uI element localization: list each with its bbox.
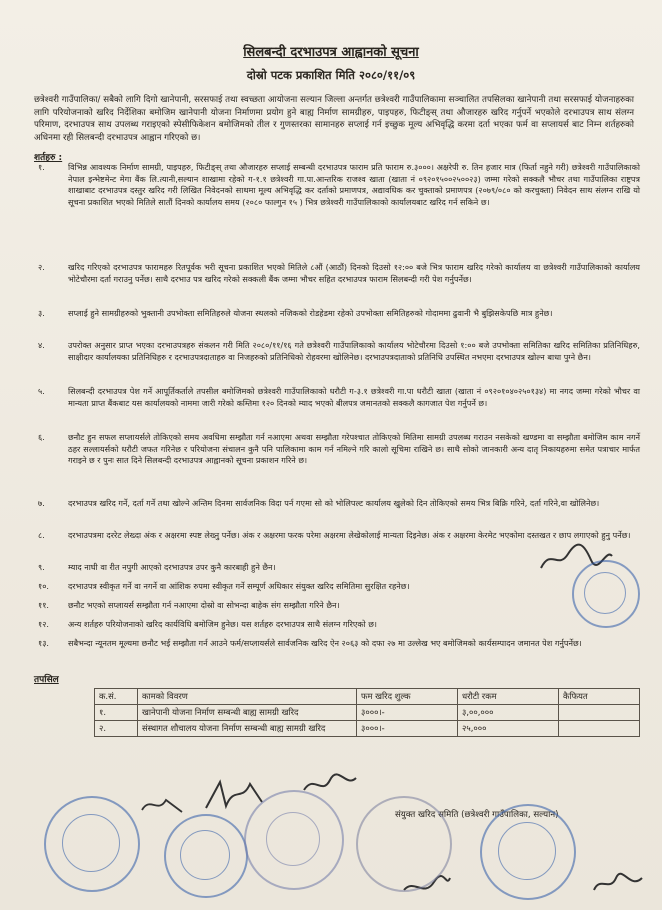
condition-text: सबैभन्दा न्यूनतम मूल्यमा छनौट भई सम्झौता गर्न आउने फर्म/सप्लायर्सले सार्वजनिक खरिद ऐन २०६३ को दफा २७ मा उल्लेख भए बमोजिमको कार्यसम्पादन जमानत पेश गर्नुपर्नेछ। — [68, 638, 582, 648]
condition-item — [34, 162, 640, 209]
condition-item — [34, 262, 640, 285]
official-stamp-icon — [498, 822, 556, 880]
condition-item — [34, 308, 640, 320]
condition-number: ५. — [38, 386, 45, 396]
signature-scribble-icon — [138, 792, 188, 820]
condition-text: दरभाउपत्रमा दररेट लेख्दा अंक र अक्षरमा स्पष्ट लेख्नु पर्नेछ। अंक र अक्षरमा फरक परेमा अक्षरमा लेखेकोलाई मान्यता दिइनेछ। अंक र अक्षरमा केरमेट भएकोमा दस्तखत र छाप लगाएको हुनु पर्नेछ। — [68, 530, 631, 540]
condition-text: छनौट हुन सफल सप्लायर्सले तोकिएको समय अवधिमा सम्झौता गर्न नआएमा अथवा सम्झौता गरेपश्चात तोकिएको मितिमा सामग्री उपलब्ध गराउन नसकेको खण्डमा वा सम्झौता बमोजिम काम नगर्ने ठहर सल्लायर्सको धरौटी जफत गरिनेछ र परियोजना संचालन कुनै पनि पालिकामा काम गर्न नमिल्ने गरि कालो सूचिमा राखिने छ। साथै सोको जानकारी अन्य दातृ निकायहरुमा समेत पत्राचार मार्फत गराइने छ र पुनः सात दिने सिलबन्दी दरभाउपत्र आह्वानको सूचना प्रकाशन गरिने छ। — [68, 432, 640, 466]
condition-number: १०. — [38, 581, 49, 591]
condition-text: दरभाउपत्र स्वीकृत गर्ने वा नगर्ने वा आंशिक रुपमा स्वीकृत गर्ने सम्पूर्ण अधिकार संयुक्त खरिद समितिमा सुरक्षित रहनेछ। — [68, 581, 410, 591]
condition-item — [34, 386, 640, 409]
row-sn: १. — [95, 705, 138, 721]
condition-text: विभिन्न आवश्यक निर्माण सामग्री, पाइपहरु, फिटीङ्स् तथा औजारहरु सप्लाई सम्बन्धी दरभाउपत्र फाराम प्रति फाराम रु.३०००। अक्षरेपी रु. तिन हजार मात्र (फिर्ता नहुने गरी) छत्रेश्वरी गाउँपालिकाको नेपाल इन्भेष्टमेन्ट मेगा बैंक लि.त्यानी,सल्यान शाखामा रहेको ग-१.१ छत्रेश्वरी गा.पा.आन्तरिक राजश्व खाता (खाता नं ०९२०१५००२५००२३) जम्मा गरेको सक्कलै भौचर तथा गाउँपालिका राष्ट्रपत्र शाखाबाट दरभाउपत्र दस्तुर खरिद गरी लिखित निवेदनको साथमा मूल्य अभिवृद्धि कर दर्ताको प्रमाणपत्र, अद्यावधिक कर चुक्ताको प्रमाणपत्र (२०७९/०८० को करचुक्ता) निवेदन साथ संलग्न राखि यो सूचना प्रकाशित भएको मितिले सातौं दिनको कार्यालय समय (२०८० फाल्गुन १५ ) भित्र छत्रेश्वरी गाउँपालिकाको कार्यालयबाट खरिद गर्न सकिने छ। — [68, 162, 640, 208]
condition-item — [34, 498, 640, 510]
row-deposit: २५,००० — [458, 721, 559, 737]
row-description: संस्थागत शौचालय योजना निर्माण सम्बन्धी बाह्य सामग्री खरिद — [138, 721, 357, 737]
column-header: फम खरिद शुल्क — [357, 689, 458, 705]
condition-item — [34, 432, 640, 467]
condition-number: ९. — [38, 562, 45, 572]
row-sn: २. — [95, 721, 138, 737]
condition-text: अन्य शर्तहरु परियोजनाको खरिद कार्यविधि बमोजिम हुनेछ। यस शर्तहरु दरभाउपत्र साथै संलग्न गरिएको छ। — [68, 619, 377, 629]
table-row — [95, 721, 640, 737]
table-heading: तपसिल — [34, 675, 59, 685]
condition-number: १२. — [38, 619, 49, 629]
condition-item — [34, 581, 640, 593]
signature-scribble-icon — [590, 868, 646, 898]
official-stamp-icon — [180, 830, 230, 880]
condition-item — [34, 340, 640, 363]
condition-number: १. — [38, 162, 45, 172]
table-header-row — [95, 689, 640, 705]
condition-item — [34, 600, 640, 612]
condition-text: उपरोक्त अनुसार प्राप्त भएका दरभाउपत्रहरु संकलन गरी मिति २०८०/११/१६ गते छत्रेश्वरी गाउँपालिकाको कार्यालय भोटेचौरमा दिउसो १:०० बजे उपभोक्ता समितिका खरिद समितिका प्रतिनिधिहरु, साक्षीदार कार्यालयका प्रतिनिधिहरु र दरभाउपत्रदाताहरु वा निजहरुको प्रतिनिधिको रोहवरमा खोलिनेछ। दरभाउपत्रदाताको प्रतिनिधि उपस्थित नभएमा दरभाउपत्र खोल्न बाधा पुग्ने छैन। — [68, 340, 641, 362]
column-header: कामको विवरण — [138, 689, 357, 705]
official-stamp-icon — [266, 812, 320, 866]
committee-signature-line: संयुक्त खरिद समिति (छत्रेश्वरी गाउँपालिका, सल्यान) — [395, 810, 559, 820]
notice-subtitle: दोस्रो पटक प्रकाशित मिति २०८०/११/०९ — [246, 68, 416, 82]
condition-text: म्याद नाघी वा रीत नपुगी आएको दरभाउपत्र उपर कुनै कारबाही हुने छैन। — [68, 562, 276, 572]
condition-text: सिलबन्दी दरभाउपत्र पेश गर्ने आपूर्तिकर्ताले तपसील बमोजिमको छत्रेश्वरी गाउँपालिकाको धरौटी ग-३.१ छत्रेश्वरी गा.पा धरौटी खाता (खाता नं ०९२०१०४०२५०१३४) मा नगद जम्मा गरेको भौचर वा मान्यता प्राप्त बैंकबाट यस कार्यालयको नाममा जारी गरेको कम्तिमा १२० दिनको म्याद भएको बीलपत्र जमानतको सक्कलै कागजात पेश गर्नुपर्ने छ। — [68, 386, 640, 408]
column-header: क.सं. — [95, 689, 138, 705]
row-fee: ३०००।- — [357, 721, 458, 737]
items-table — [94, 688, 640, 737]
row-remarks — [559, 705, 640, 721]
condition-number: १३. — [38, 638, 49, 648]
conditions-heading: शर्तहरु : — [34, 153, 63, 163]
condition-number: ४. — [38, 340, 45, 350]
condition-number: ३. — [38, 308, 45, 318]
notice-title: सिलबन्दी दरभाउपत्र आह्वानको सूचना — [243, 45, 419, 60]
intro-paragraph: छत्रेश्वरी गाउँपालिका/ सबैको लागि दिगो खानेपानी, सरसफाई तथा स्वच्छता आयोजना सल्यान जिल्ला अन्तर्गत छत्रेश्वरी गाउँपालिकामा सञ्चालित तपसिलका खानेपानी तथा सरसफाई योजनाहरुका लागि परियोजनाको खरिद निर्देशिका बमोजिम खानेपानी योजना निर्माणमा प्रयोग हुने बाह्य निर्माण सामग्रीहरु, पाइपहरु, फिटीङ्स् तथा औजारहरु खरिद गर्नुपर्ने भएकोले दरभाउपत्र साथ संलग्न परिमाण, दरभाउपत्र साथ उपलब्ध गराइएको स्पेसीफिकेशन बमोजिमको तील र गुणस्तरका सामानहरु सप्लाई गर्न इच्छुक मूल्य अभिवृद्धि करमा दर्ता भएका फर्म वा सप्लायर्स बाट निम्न शर्तहरुको अधिनमा रही सिलबन्दी दरभाउपत्र आह्वान गरिएको छ। — [34, 95, 634, 143]
official-stamp-icon — [62, 814, 120, 872]
column-header: कैफियत — [559, 689, 640, 705]
row-deposit: ३,००,००० — [458, 705, 559, 721]
condition-item — [34, 638, 640, 650]
condition-text: खरिद गरिएको दरभाउपत्र फारामहरु रितपूर्वक भरी सूचना प्रकाशित भएको मितिले ८औं (आठौं) दिनको दिउसो १२:०० बजे भित्र फाराम खरिद गरेको कार्यालय वा छत्रेश्वरी गाउँपालिकाको कार्यालय भोटेचौरमा दर्ता गराउनु पर्नेछ। साथै दरभाउ पत्र खरिद गरेको सक्कली बैंक जम्मा भौचर सहित दरभाउपत्र फाराम सिलबन्दी गरी पेश गर्नुपर्नेछ। — [68, 262, 640, 284]
condition-number: ६. — [38, 432, 45, 442]
condition-text: सप्लाई हुने सामग्रीहरुको भुक्तानी उपभोक्ता समितिहरुले योजना स्थलको नजिकको रोडहेडमा रहेको उपभोक्ता समितिहरुको गोदाममा ढुवानी भै बुझिसकेपछि मात्र हुनेछ। — [68, 308, 553, 318]
condition-number: २. — [38, 262, 45, 272]
condition-number: ८. — [38, 530, 45, 540]
row-fee: ३०००।- — [357, 705, 458, 721]
column-header: धरौटी रकम — [458, 689, 559, 705]
condition-text: दरभाउपत्र खरिद गर्ने, दर्ता गर्ने तथा खोल्ने अन्तिम दिनमा सार्वजनिक विदा पर्न गएमा सो को भोलिपल्ट कार्यालय खुलेको दिन तोकिएको समय भित्र बिक्रि गरिने, दर्ता गरिने,वा खोलिनेछ। — [68, 498, 600, 508]
table-row — [95, 705, 640, 721]
row-description: खानेपानी योजना निर्माण सम्बन्धी बाह्य सामग्री खरिद — [138, 705, 357, 721]
official-stamp-icon — [584, 572, 626, 614]
condition-number: ७. — [38, 498, 45, 508]
condition-item — [34, 619, 640, 631]
condition-number: ११. — [38, 600, 49, 610]
condition-text: छनौट भएको सप्लायर्स सम्झौता गर्न नआएमा दोस्रो वा सोभन्दा बाहेक संग सम्झौता गरिने छैन। — [68, 600, 340, 610]
official-stamp-icon — [356, 796, 452, 892]
row-remarks — [559, 721, 640, 737]
